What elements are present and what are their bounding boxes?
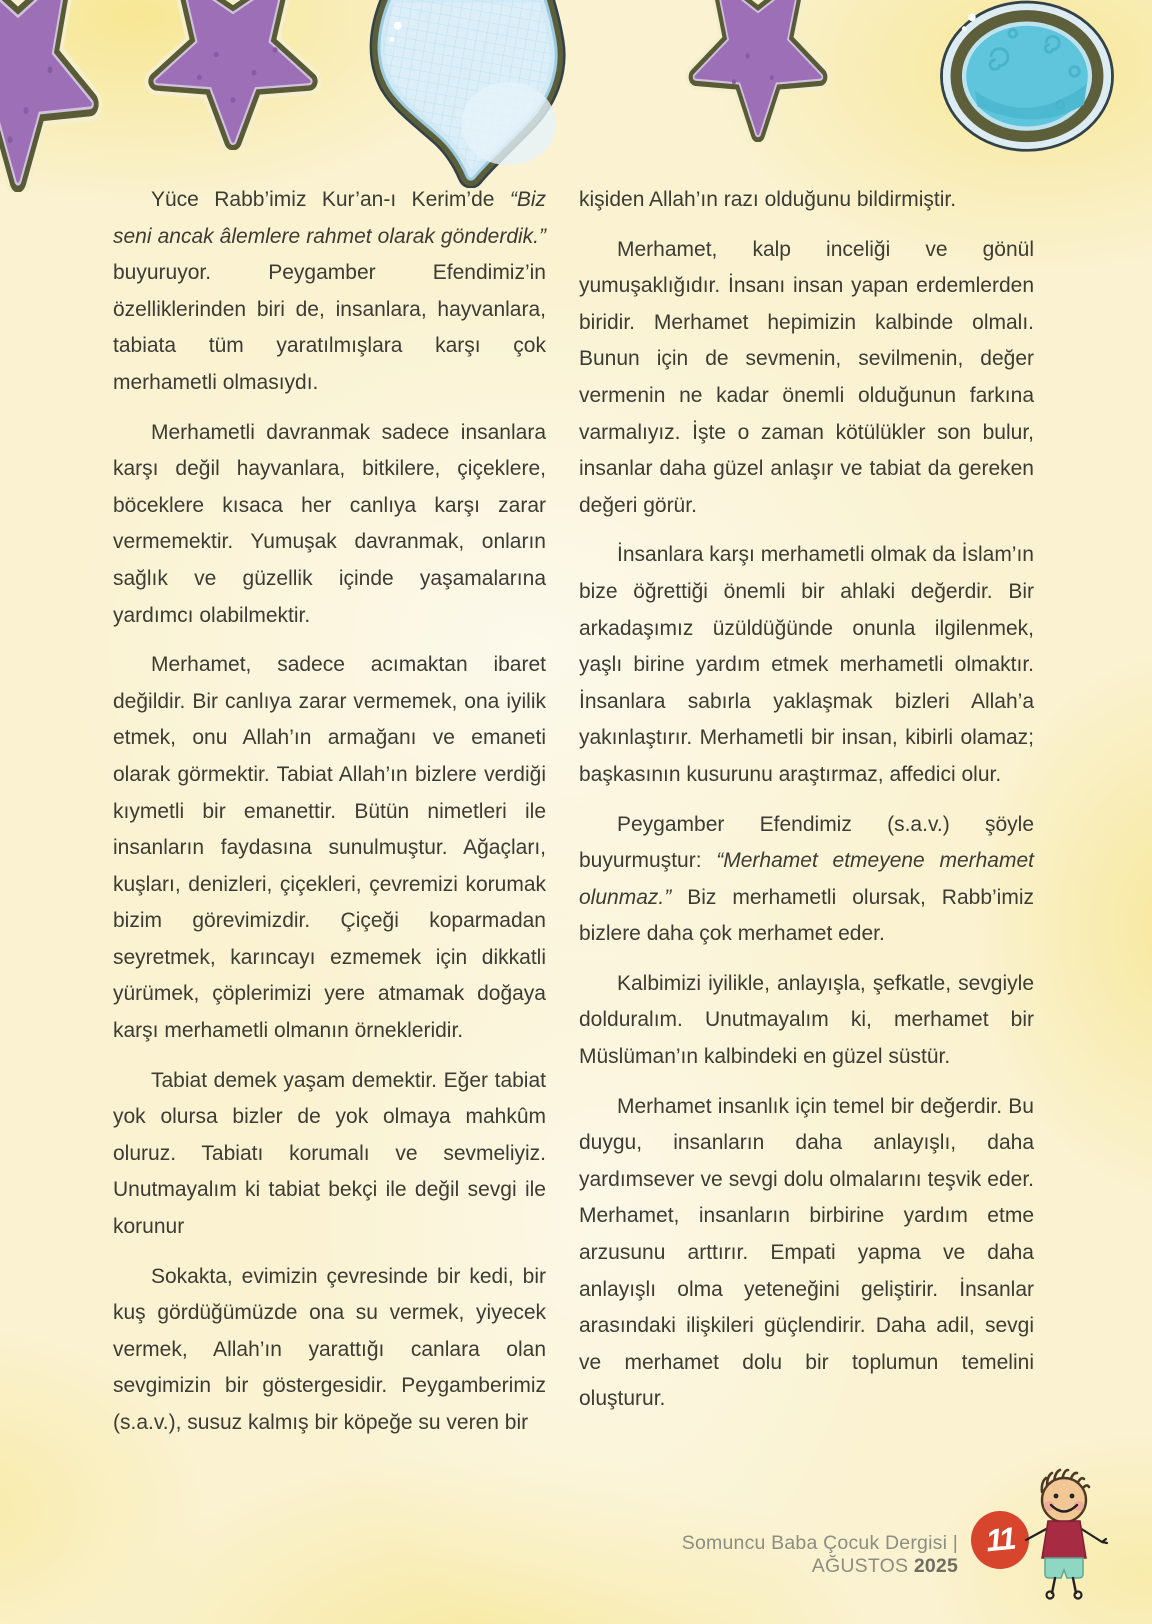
text-run: İnsanlara karşı merhametli olmak da İslam’ın bize öğrettiği önemli bir ahlaki değerdir. Bir arkadaşımız üzüldüğünde onunla ilgilenmek, yaşlı birine yardım etmek merhametli olmaktır. İnsanlara sabırla yaklaşmak bizleri Allah’a yakınlaştırır. Merhametli bir insan, kibirli olamaz; başkasının kusurunu araştırmaz, affedici olur. [579, 543, 1034, 786]
paragraph [579, 807, 1034, 953]
hanging-star-partial-left-icon [0, 0, 118, 192]
quote-italic-run: “Biz seni ancak âlemlere rahmet olarak gönderdik.” [113, 188, 546, 248]
paragraph [579, 537, 1034, 793]
text-run: Tabiat demek yaşam demektir. Eğer tabiat yok olursa bizler de yok olmaya mahkûm oluruz. Tabiatı korumalı ve sevmeliyiz. Unutmayalım ki tabiat bekçi ile değil sevgi ile korunur [113, 1068, 546, 1239]
footer-credit [608, 1532, 958, 1578]
paragraph [113, 647, 546, 1050]
issue-year: 2025 [913, 1555, 958, 1577]
boy-mascot-illustration [1018, 1466, 1110, 1602]
magazine-name: Somuncu Baba Çocuk Dergisi | AĞUSTOS [681, 1532, 958, 1577]
text-run: buyuruyor. Peygamber Efendimiz’in özelliklerinden biri de, insanlara, hayvanlara, tabiata tüm yaratılmışlara karşı çok merhametli olmasıydı. [113, 261, 546, 394]
paragraph [113, 415, 546, 635]
text-run: Merhamet insanlık için temel bir değerdir. Bu duygu, insanların daha anlayışlı, daha yardımsever ve sevgi dolu olmalarını teşvik eder. Merhamet, insanların birbirine yardım etme arzusunu arttırır. Empati yapma ve daha anlayışlı olma yeteneğini geliştirir. İnsanlar arasındaki ilişkileri güçlendirir. Daha adil, sevgi ve merhamet dolu bir toplumun temelini oluşturur. [579, 1094, 1034, 1411]
text-run: kişiden Allah’ın razı olduğunu bildirmiştir. [579, 188, 957, 211]
paragraph [113, 1259, 546, 1442]
paragraph [579, 1089, 1034, 1418]
paragraph [579, 232, 1034, 525]
quote-italic-run: “Merhamet etmeyene merhamet olunmaz.” [579, 849, 1034, 909]
paragraph [113, 1063, 546, 1246]
paragraph [579, 966, 1034, 1076]
text-run: Merhametli davranmak sadece insanlara karşı değil hayvanlara, bitkilere, çiçeklere, böceklere kısaca her canlıya karşı zarar vermemektir. Yumuşak davranmak, onların sağlık ve güzellik içinde yaşamalarına yardımcı olabilmektir. [113, 420, 546, 627]
paragraph [579, 182, 1034, 219]
text-run: Peygamber Efendimiz (s.a.v.) şöyle buyurmuştur: [579, 812, 1034, 873]
text-run: Kalbimizi iyilikle, anlayışla, şefkatle, sevgiyle dolduralım. Unutmayalım ki, merhamet bir Müslüman’ın kalbindeki en güzel süstür. [579, 971, 1034, 1069]
text-run: Merhamet, sadece acımaktan ibaret değildir. Bir canlıya zarar vermemek, ona iyilik etmek, onu Allah’ın armağanı ve emaneti olarak görmektir. Tabiat Allah’ın bizlere verdiği kıymetli bir emanettir. Bütün nimetleri ile insanların faydasına sunulmuştur. Ağaçları, kuşları, denizleri, çiçekleri, çevremizi korumak bizim görevimizdir. Çiçeği koparmadan seyretmek, karıncayı ezmemek için dikkatli yürümek, çöplerimizi yere atmamak doğaya karşı merhametli olmanın örnekleridir. [113, 653, 546, 1043]
hanging-ball-icon [932, 0, 1122, 158]
article-column-left [113, 182, 546, 1455]
hanging-star-left-icon [128, 0, 338, 150]
text-run: Merhamet, kalp inceliği ve gönül yumuşaklığıdır. İnsanı insan yapan erdemlerden biridir. Merhamet hepimizin kalbinde olmalı. Bunun için de sevmenin, sevilmenin, değer vermenin ne kadar önemli olduğunun farkına varmalıyız. İşte o zaman kötülükler son bulur, insanlar daha güzel anlaşır ve tabiat da gereken değeri görür. [579, 237, 1034, 517]
page-number: 11 [984, 1520, 1016, 1559]
article-column-right [579, 182, 1034, 1455]
text-run: Biz merhametli olursak, Rabb’imiz bizlere daha çok merhamet eder. [579, 885, 1034, 946]
hanging-kite-cushion-icon [360, 0, 572, 188]
text-run: Sokakta, evimizin çevresinde bir kedi, bir kuş gördüğümüzde ona su vermek, yiyecek vermek, Allah’ın yarattığı canlara olan sevgimizin bir göstergesidir. Peygamberimiz (s.a.v.), susuz kalmış bir köpeğe su veren bir [113, 1264, 546, 1434]
text-run: Yüce Rabb’imiz Kur’an-ı Kerim’de [151, 188, 510, 211]
article-body [113, 182, 1034, 1455]
paragraph [113, 182, 546, 402]
hanging-star-right-icon [672, 0, 844, 142]
